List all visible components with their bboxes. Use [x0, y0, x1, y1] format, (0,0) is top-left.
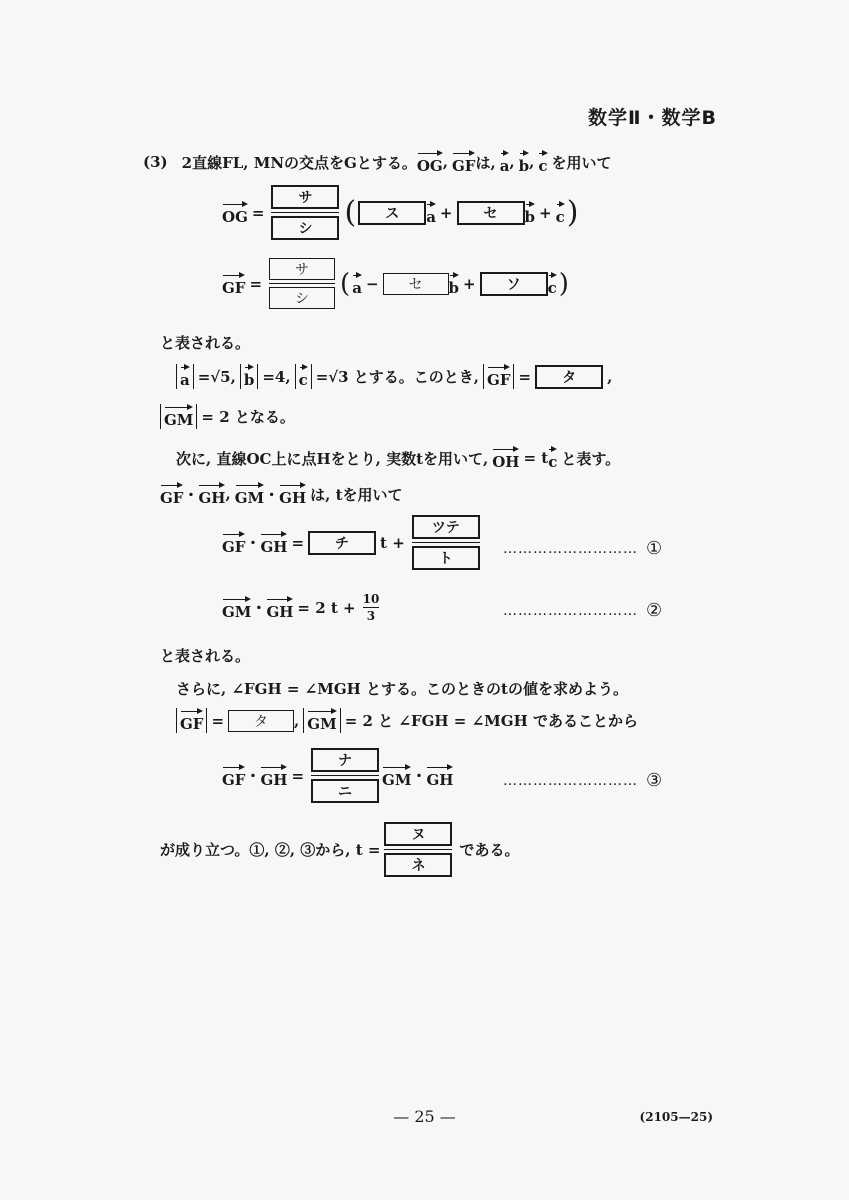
vector-og: OG	[222, 201, 248, 225]
vector-b: b	[244, 364, 255, 388]
vector-gh: GH	[279, 482, 306, 506]
fraction-nu-ne	[384, 822, 452, 877]
vector-gh: GH	[266, 596, 293, 620]
answer-box-shi[interactable]: シ	[271, 216, 339, 240]
answer-box-to[interactable]: ト	[412, 546, 480, 570]
vector-gf: GF	[222, 531, 245, 555]
fraction-10-3: $\frac{10}{3}$	[362, 592, 380, 623]
vector-gm: GM	[222, 596, 251, 620]
answer-box-ni[interactable]: ニ	[311, 779, 379, 803]
vector-gm: GM	[307, 708, 336, 732]
fraction-tsute-to	[412, 515, 480, 570]
equation-2: GM ・ GH = 2 t + $\frac{10}{3}$	[222, 592, 380, 623]
vector-gf: GF	[180, 708, 203, 732]
vector-gf: GF	[160, 482, 183, 506]
marker-1: ①	[646, 538, 663, 559]
answer-box-sa[interactable]: サ	[271, 185, 339, 209]
fraction-sa-shi-ref	[269, 258, 335, 309]
angle-condition: GF = タ , GM = 2 と ∠FGH = ∠MGH であることから	[176, 708, 638, 733]
vector-a: a	[500, 150, 510, 174]
answer-ref-ta: タ	[228, 710, 294, 732]
answer-box-na[interactable]: ナ	[311, 748, 379, 772]
vector-gm: GM	[235, 482, 264, 506]
expressed-text: と表される。	[160, 334, 251, 352]
vector-a: a	[180, 364, 190, 388]
answer-box-chi[interactable]: チ	[308, 531, 376, 555]
vector-b: b	[449, 272, 460, 296]
vector-gf: GF	[487, 364, 510, 388]
fraction-sa-shi	[271, 185, 339, 240]
answer-box-tsute[interactable]: ツテ	[412, 515, 480, 539]
vector-og: OG	[417, 150, 443, 174]
vector-a: a	[352, 272, 362, 296]
answer-box-ta[interactable]: タ	[535, 365, 603, 389]
equation-2-marker: ……………………… ②	[503, 600, 663, 621]
vector-gm: GM	[164, 404, 193, 428]
vector-c: c	[548, 446, 557, 470]
vector-c: c	[556, 201, 565, 225]
vector-gh: GH	[260, 764, 287, 788]
vector-c: c	[548, 272, 557, 296]
page-number: — 25 —	[393, 1107, 456, 1126]
answer-ref-shi: シ	[269, 287, 335, 309]
vector-gf: GF	[222, 272, 245, 296]
answer-box-nu[interactable]: ヌ	[384, 822, 452, 846]
conclusion-line: が成り立つ。①, ②, ③から, t = $\frac{\text{ヌ}}{\text{ネ}}$ である。	[160, 822, 519, 877]
exam-code: (2105—25)	[639, 1110, 713, 1124]
vector-gm: GM	[382, 764, 411, 788]
equation-3: GF ・ GH = $\frac{\text{ナ}}{\text{ニ}}$ GM ・ GH	[222, 748, 453, 803]
vector-b: b	[519, 150, 530, 174]
answer-ref-se: セ	[383, 273, 449, 295]
equation-3-marker: ……………………… ③	[503, 770, 663, 791]
answer-box-ne[interactable]: ネ	[384, 853, 452, 877]
answer-box-so[interactable]: ソ	[480, 272, 548, 296]
dot-product-intro: GF ・ GH , GM ・ GH は, tを用いて	[160, 482, 403, 506]
vector-a: a	[426, 201, 436, 225]
problem-intro: (3) 2直線FL, MNの交点をGとする。 OG , GF は, a , b , c を用いて	[143, 150, 612, 174]
subject-header: 数学Ⅱ・数学B	[588, 107, 717, 129]
answer-box-su[interactable]: ス	[358, 201, 426, 225]
magnitude-line: a =√5, b =4, c =√3 とする。このとき, GF = タ ,	[176, 364, 612, 389]
vector-gf: GF	[222, 764, 245, 788]
vector-gh: GH	[426, 764, 453, 788]
marker-3: ③	[646, 770, 663, 791]
vector-gf: GF	[452, 150, 475, 174]
equation-1: GF ・ GH = チ t + $\frac{\text{ツテ}}{\text{ト}}$	[222, 515, 483, 570]
intro-text: 2直線FL, MNの交点をGとする。	[181, 153, 417, 172]
vector-b: b	[525, 201, 536, 225]
vector-c: c	[538, 150, 547, 174]
og-equation: OG = $\frac{\text{サ}}{\text{シ}}$ ( ス a + セ b + c )	[222, 185, 580, 240]
expressed-text-2: と表される。	[160, 647, 251, 665]
answer-ref-sa: サ	[269, 258, 335, 280]
point-h-line: 次に, 直線OC上に点Hをとり, 実数tを用いて, OH = t c と表す。	[176, 446, 620, 470]
vector-c: c	[299, 364, 308, 388]
gm-magnitude: GM = 2 となる。	[160, 404, 295, 429]
fraction-na-ni	[311, 748, 379, 803]
equation-1-marker: ……………………… ①	[503, 538, 663, 559]
answer-box-se[interactable]: セ	[457, 201, 525, 225]
angle-statement: さらに, ∠FGH = ∠MGH とする。このときのtの値を求めよう。	[176, 680, 628, 698]
vector-oh: OH	[492, 446, 519, 470]
marker-2: ②	[646, 600, 663, 621]
problem-number: (3)	[143, 153, 168, 171]
gf-equation: GF = $\frac{\text{サ}}{\text{シ}}$ ( a − セ b + ソ c )	[222, 258, 571, 309]
vector-gh: GH	[198, 482, 225, 506]
vector-gh: GH	[260, 531, 287, 555]
